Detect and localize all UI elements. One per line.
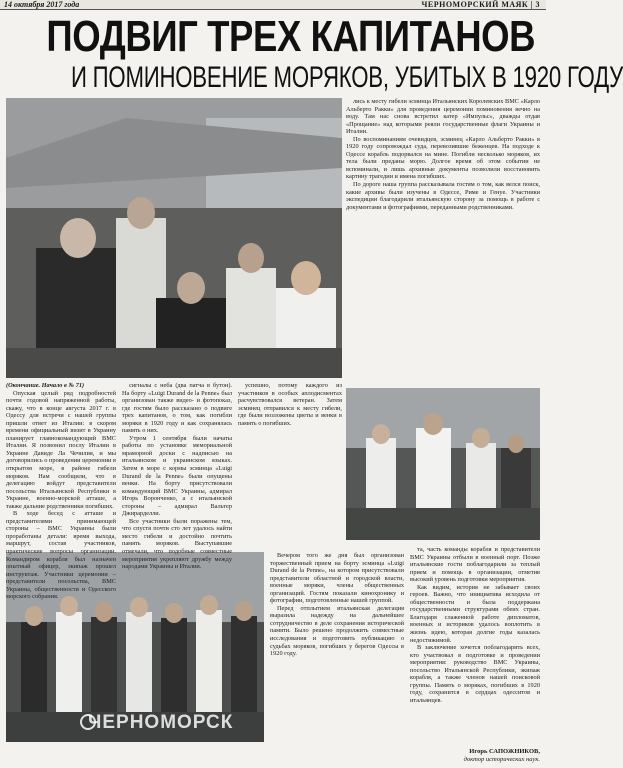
article-paragraph: Все участники были поражены тем, что спустя почти сто лет удалось найти место гибели и достойно почтить память моряков. Выступавшие отмечали, что подобные совместные мероприятия укрепляют дружбу между народами Украины и Италии. [122, 517, 232, 571]
author-signature [464, 748, 540, 764]
author-name: Игорь САПОЖНИКОВ, [469, 748, 540, 755]
author-role: доктор исторических наук. [463, 756, 540, 763]
article-paragraph: Вечером того же дня был организован торжественный прием на борту эсминца «Luigi Durand de la Penne», на котором присутствовали представители областной и городской власти, военные моряки, члены общественных организаций. Гостям показали кинохронику и фотографии, подготовленные нашей группой. [270, 552, 404, 605]
page-header [0, 0, 546, 10]
article-column-4 [238, 382, 342, 548]
article-column-2 [122, 382, 232, 571]
issue-date: 14 октября 2017 года [4, 0, 80, 9]
article-paragraph: По воспоминаниям очевидцев, эсминец «Карло Альберто Ракки» в 1920 году сопровождал суда, перевозившие беженцев. На подходе к Одессе корабль подорвался на мине. Погибли несколько моряков, их тела были преданы морю. Долгое время об этом событии не вспоминали, и лишь архивные документы позволили восстановить картину трагедии и имена погибших. [346, 135, 540, 181]
article-paragraph: Утром 1 сентября были начаты работы по установке мемориальной мраморной доски с надписью на итальянском и украинском языках. Затем в море с кормы эсминца «Luigi Durand de la Penne» были опущены венки. На борту присутствовали командующий ВМС Украины, адмирал Игорь Воронченко, а с итальянской стороны – адмирал Вальтер Джирарделли. [122, 434, 232, 518]
article-column-3 [346, 98, 540, 384]
watermark-text: ЧЕРНОМОРСК [88, 712, 234, 733]
article-paragraph: Как видим, история не забывает своих героев. Важно, что инициатива исходила от общественности и была поддержана государственными структурами обеих стран. Благодаря слаженной работе дипломатов, военных и историков удалось воплотить в жизнь идею, которая долгие годы казалась недостижимой. [410, 583, 540, 644]
article-paragraph: та, часть команды корабля и представители ВМС Украины отбыли в военный порт. Позже итальянские гости поблагодарили за теплый прием и помощь в организации, отметив высокий уровень подготовки мероприятия. [410, 546, 540, 584]
article-paragraph: лись к месту гибели эсминца Итальянских Королевских ВМС «Карло Альберто Ракки» для проведения церемонии поминовения вечно на воду. Там нас снова встретил катер «Импульс», дважды отдав «Прощание» над которыми реяли государственные флаги Украины и Италии. [346, 98, 540, 136]
photo-ceremony-main [6, 98, 342, 378]
photo-sailors-boat [346, 388, 540, 540]
headline-sub: И ПОМИНОВЕНИЕ МОРЯКОВ, УБИТЫХ В 1920 ГОДУ [70, 61, 623, 94]
article-column-1 [6, 382, 116, 601]
article-paragraph: успешно, потому каждого из участников в особых аплодисментах расчувствовался ветеран. Затем эсминец отправился к месту гибели, где были возложены цветы и венки в память о погибших. [238, 382, 342, 427]
article-paragraph: Перед отплытием итальянская делегация выразила надежду на дальнейшее сотрудничество в деле сохранения исторической памяти. Было решено продолжить совместные исследования и подготовить публикацию о судьбах моряков, погибших у берегов Одессы в 1920 году. [270, 604, 404, 658]
article-paragraph: В заключение хочется поблагодарить всех, кто участвовал в подготовке и проведении мероприятия: руководство ВМС Украины, посольство Итальянской Республики, экипаж корабля, а также членов нашей поисковой группы. Память о моряках, погибших в 1920 году, сохранится в сердцах одесситов и итальянцев. [410, 644, 540, 704]
headline-main: ПОДВИГ ТРЕХ КАПИТАНОВ [46, 12, 536, 61]
article-column-6 [410, 546, 540, 746]
article-column-5 [270, 552, 404, 746]
article-paragraph: В ходе бесед с атташе и представителями принимающей стороны – ВМС Украины были проработаны детали: время выхода, маршрут, состав участников, практические вопросы организации. Командиром корабля был назначен опытный офицер, экипаж прошел инструктаж. Участники церемонии – представители посольства, ВМС Украины, общественности и Одесского морского собрания. [6, 510, 116, 601]
article-paragraph: Опуская целый ряд подробностей почти годовой напряженной работы, скажу, что в конце августа 2017 г. в Одессу для встречи с нашей группы пришли ответ из Италии: в скором времени официальный визит в Украину планирует главнокомандующий ВМС Италии. Я позвонил послу Италии в Украине Давиде Ла Чечилия, и мы договорились о проведении церемонии в открытом море, в районе гибели моряков. Нам сообщили, что в делегацию войдут представители посольства Итальянской Республики в Украине, военно-морской атташе, а также дальние родственники погибших. [6, 389, 116, 510]
newspaper-name: ЧЕРНОМОРСКИЙ МАЯК | 3 [421, 0, 540, 9]
article-intro: (Окончание. Начало в № 71) [6, 382, 85, 389]
article-paragraph: По дороге наша группа рассказывала гостям о том, как велся поиск, какие архивы были изучены в Одессе, Риме и Генуе. Участники экспедиции благодарили итальянскую сторону за помощь в работе с документами и фотографиями, переданными родственниками. [346, 181, 540, 211]
article-paragraph: сигналы с неба (два патча в бутон). На борту «Luigi Durand de la Penne» был организован также видео- и фотопоказ, где гостям было рассказано о подвиге трех капитанов, о том, как погибли моряки в 1920 году и как сохранялась память о них. [122, 382, 232, 435]
